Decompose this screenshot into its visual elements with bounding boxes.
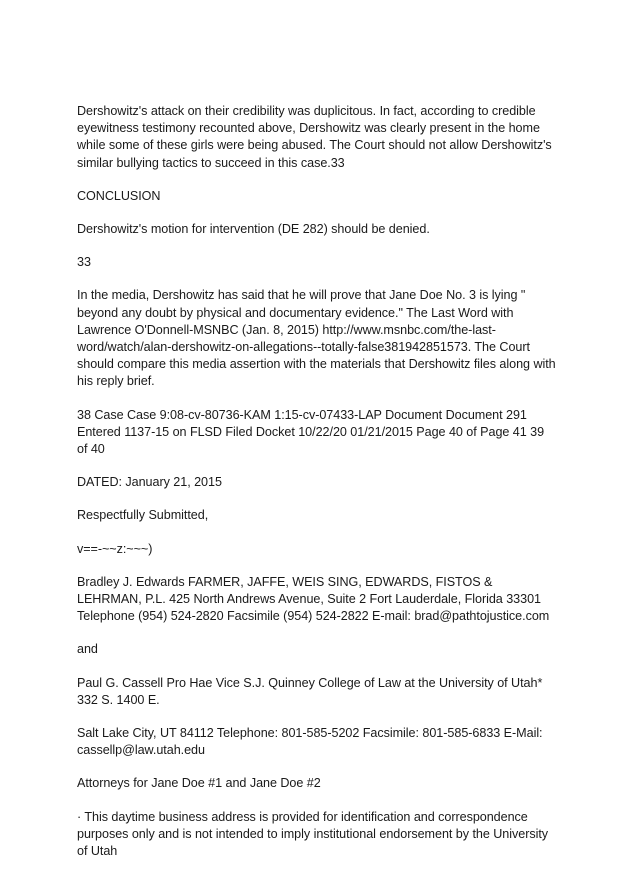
cassell-address: Salt Lake City, UT 84112 Telephone: 801-585-5202 Facsimile: 801-585-6833 E-Mail: cassellp@law.utah.edu	[77, 726, 543, 758]
respectfully-submitted: Respectfully Submitted,	[77, 508, 209, 523]
document-page	[77, 103, 557, 876]
footnote-number: 33	[77, 255, 91, 270]
case-header-line: 38 Case Case 9:08-cv-80736-KAM 1:15-cv-07433-LAP Document Document 291 Entered 1137-15 on FLSD Filed Docket 10/22/20 01/21/2015 Page 40 of Page 41 39 of 40	[77, 407, 545, 457]
counsel-cassell: Paul G. Cassell Pro Hae Vice S.J. Quinney College of Law at the University of Utah* 332 S. 1400 E.	[77, 675, 543, 707]
paragraph-motion-denied: Dershowitz's motion for intervention (DE 282) should be denied.	[77, 222, 430, 237]
signature-line: v==-~~z:~~~)	[77, 541, 153, 556]
and-separator: and	[77, 642, 98, 657]
address-footnote: · This daytime business address is provided for identification and correspondence purposes only and is not intended to imply institutional endorsement by the University of Utah	[77, 809, 549, 859]
attorneys-for: Attorneys for Jane Doe #1 and Jane Doe #2	[77, 776, 321, 791]
footnote-media-text: In the media, Dershowitz has said that he will prove that Jane Doe No. 3 is lying " beyond any doubt by physical and documentary evidence." The Last Word with Lawrence O'Donnell-MSNBC (Jan. 8, 2015) http://www.msnbc.com/the-last-word/watch/alan-dershowitz-on-allegations--totally-false381942851573. The Court should compare this media assertion with the materials that Dershowitz files along with his reply brief.	[77, 288, 556, 389]
conclusion-heading: CONCLUSION	[77, 188, 161, 203]
counsel-edwards: Bradley J. Edwards FARMER, JAFFE, WEIS SING, EDWARDS, FISTOS & LEHRMAN, P.L. 425 North Andrews Avenue, Suite 2 Fort Lauderdale, Florida 33301 Telephone (954) 524-2820 Facsimile (954) 524-2822 E-mail: brad@pathtojustice.com	[77, 574, 550, 624]
paragraph-credibility: Dershowitz's attack on their credibility was duplicitous. In fact, according to credible eyewitness testimony recounted above, Dershowitz was clearly present in the home while some of these girls were being abused. The Court should not allow Dershowitz's similar bullying tactics to succeed in this case.33	[77, 104, 552, 170]
date-line: DATED: January 21, 2015	[77, 475, 222, 490]
